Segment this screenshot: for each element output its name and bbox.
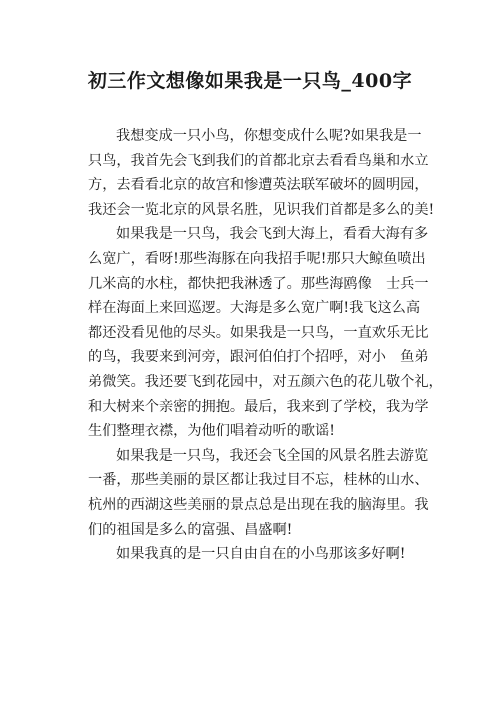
text-line: 弟微笑。我还要飞到花园中，对五颜六色的花儿敬个礼， (88, 373, 443, 390)
text-line: 生们整理衣襟，为他们唱着动听的歌谣! (88, 423, 335, 440)
text-line: 我还会一览北京的风景名胜，见识我们首都是多么的美! (88, 201, 435, 218)
text-line: 如果我是一只鸟，我还会飞全国的风景名胜去游览 (116, 447, 429, 464)
text-line: 方，去看看北京的故宫和惨遭英法联军破坏的圆明园， (88, 177, 429, 194)
text-line: 只鸟，我首先会飞到我们的首都北京去看看鸟巢和水立 (88, 152, 429, 169)
text-line: 我想变成一只小鸟，你想变成什么呢?如果我是一 (116, 128, 422, 144)
text-line: 样在海面上来回巡逻。大海是多么宽广啊!我飞这么高 (88, 300, 421, 317)
text-line: 一番，那些美丽的景区都让我过目不忘，桂林的山水、 (88, 472, 429, 489)
text-line: 如果我真的是一只自由自在的小鸟那该多好啊! (116, 546, 406, 563)
text-line: 杭州的西湖这些美丽的景点总是出现在我的脑海里。我 (88, 496, 429, 513)
paragraph-4 (88, 542, 420, 567)
text-line: 们的祖国是多么的富强、昌盛啊! (88, 521, 293, 538)
paragraph-2 (88, 222, 443, 443)
text-line: 么宽广，看呀!那些海豚在向我招手呢!那只大鲸鱼喷出 (88, 250, 426, 267)
paragraph-3 (88, 444, 429, 542)
text-line: 如果我是一只鸟，我会飞到大海上，看看大海有多 (116, 226, 429, 243)
text-line: 和大树来个亲密的拥抱。最后，我来到了学校，我为学 (88, 398, 429, 415)
paragraph-1 (88, 124, 435, 222)
text-line: 都还没看见他的尽头。如果我是一只鸟，一直欢乐无比 (88, 324, 429, 341)
text-line: 几米高的水柱，都快把我淋透了。那些海鸥像 士兵一 (88, 275, 429, 292)
text-line: 的鸟，我要来到河旁，跟河伯伯打个招呼，对小 鱼弟 (88, 349, 429, 366)
document-body (88, 124, 443, 567)
document-title: 初三作文想像如果我是一只鸟_400字 (87, 70, 413, 92)
